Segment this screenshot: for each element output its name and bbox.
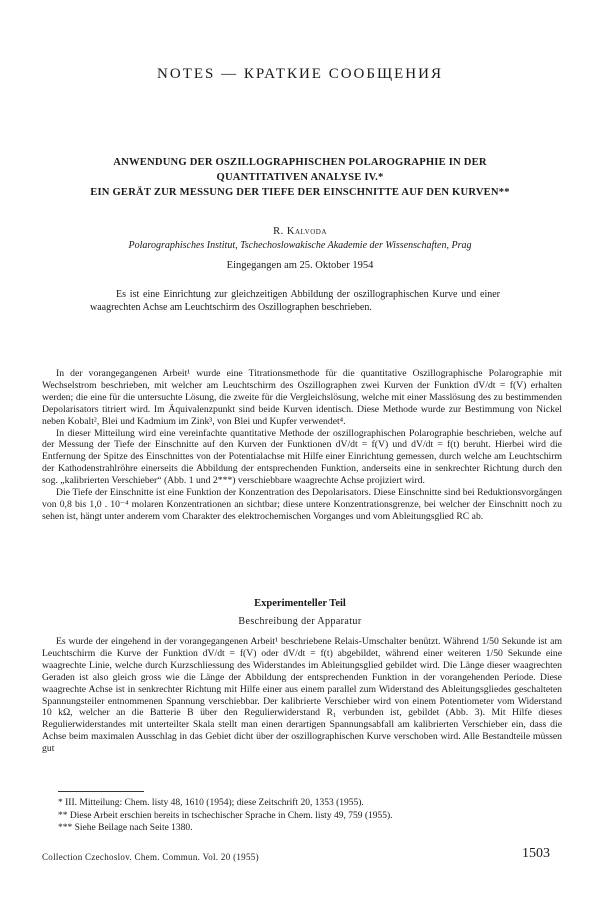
footnote-3: *** Siehe Beilage nach Seite 1380. <box>58 823 193 833</box>
article-title <box>30 155 570 200</box>
footnotes <box>58 797 558 835</box>
journal-citation: Collection Czechoslov. Chem. Commun. Vol. 20 (1955) <box>42 852 259 862</box>
subsection-title: Beschreibung der Apparatur <box>238 616 362 627</box>
apparatus-body <box>42 636 562 755</box>
title-line-1: ANWENDUNG DER OSZILLOGRAPHISCHEN POLAROGRAPHIE IN DER <box>113 157 487 168</box>
intro-paragraph-1: In der vorangegangenen Arbeit¹ wurde eine Titrationsmethode für die quantitative Oszillographische Polarographie mit Wechselstrom beschrieben, mit welcher am Leuchtschirm des Oszillographen zwei Kurven der Funktion dV/dt = f(V) erhalten werden; die eine für die untersuchte Lösung, die zweite für die Vergleichslösung, welche mit einer Masslösung des zu bestimmenden Depolarisators titriert wird. Im Äquivalenzpunkt sind beide Kurven identisch. Diese Methode wurde zur Bestimmung von Nickel neben Kobalt², Blei und Kadmium im Zink³, von Blei und Kupfer verwendet⁴. <box>42 368 562 427</box>
footnote-2: ** Diese Arbeit erschien bereits in tschechischer Sprache in Chem. listy 49, 759 (1955). <box>58 810 393 821</box>
footnote-1: * III. Mitteilung: Chem. listy 48, 1610 (1954); diese Zeitschrift 20, 1353 (1955). <box>58 798 364 808</box>
intro-paragraph-2: In dieser Mitteilung wird eine vereinfachte quantitative Methode der oszillographischen Polarographie beschrieben, welche auf der Messung der Tiefe der Einschnitte auf den Kurven der Funktionen dV/dt = f(V) und dV/dt = f(t) beruht. Hierbei wird die Entfernung der Spitze des Einschnittes von der Potentialachse mit Hilfe einer Einrichtung gemessen, durch welche am Leuchtschirm der Kathodenstrahlröhre einerseits die Abbildung der entsprechenden Funktion, anderseits eine in senkrechter Richtung durch den sog. „kalibrierten Verschieber“ (Abb. 1 und 2***) verschiebbare waagrechte Achse projiziert wird. <box>42 427 562 487</box>
section-title: Experimenteller Teil <box>254 598 346 609</box>
intro-body <box>42 368 562 523</box>
received-date: Eingegangen am 25. Oktober 1954 <box>226 260 374 271</box>
section-header: NOTES — КРАТКИЕ СООБЩЕНИЯ <box>157 66 443 82</box>
intro-paragraph-3: Die Tiefe der Einschnitte ist eine Funktion der Konzentration des Depolarisators. Diese Einschnitte sind bei Reduktionsvorgängen von 0,8 bis 1,0 . 10⁻⁴ molaren Konzentrationen an sichtbar; diese untere Konzentrationsgrenze, bei welcher der Einschnitt noch zu sehen ist, hängt unter anderem vom Charakter des elektrochemischen Vorganges und vom Ableitungsglied RC ab. <box>42 487 562 522</box>
page-number: 1503 <box>522 846 550 861</box>
apparatus-paragraph-1: Es wurde der eingehend in der vorangegangenen Arbeit¹ beschriebene Relais-Umschalter benützt. Während 1/50 Sekunde ist am Leuchtschirm die Kurve der Funktion dV/dt = f(V) oder dV/dt = f(t) abgebildet, während einer weiteren 1/50 Sekunde eine waagrechte Linie, welche durch Kurzschliessung des Widerstandes im Ableitungsglied gebildet wird. Die Länge dieser waagrechten Geraden ist also gleich gross wie die Länge der Abbildung der entsprechenden Funktion in der vorangehenden Periode. Diese waagrechte Achse ist in senkrechter Richtung mit Hilfe einer aus einem parallel zum Widerstand des Ableitungsgliedes geschalteten Spannungsteiler entnommenen Spannung verschiebbar. Der kalibrierte Verschieber wird von einem Potentiometer vom Widerstand 10 kΩ, welcher an die Batterie B über den Regulierwiderstand R₁ verbunden ist, gebildet (Abb. 3). Mit Hilfe dieses Regulierwiderstandes mit unterteilter Skala stellt man einen derartigen Spannungsabfall am kalibrierten Verschieber ein, dass die Achse beim maximalen Ausschlag in das Gebiet dicht über der oszillographischen Kurve verschoben wird. Alle Bestandteile müssen gut <box>42 636 562 755</box>
footnote-divider <box>58 791 144 792</box>
abstract: Es ist eine Einrichtung zur gleichzeitigen Abbildung der oszillographischen Kurve und einer waagrechten Achse am Leuchtschirm des Oszillographen beschrieben. <box>90 289 500 313</box>
title-line-3: EIN GERÄT ZUR MESSUNG DER TIEFE DER EINSCHNITTE AUF DEN KURVEN** <box>90 187 510 198</box>
author: R. Kalvoda <box>273 226 327 237</box>
affiliation: Polarographisches Institut, Tschechoslowakische Akademie der Wissenschaften, Prag <box>128 240 472 251</box>
title-line-2: QUANTITATIVEN ANALYSE IV.* <box>216 172 384 183</box>
